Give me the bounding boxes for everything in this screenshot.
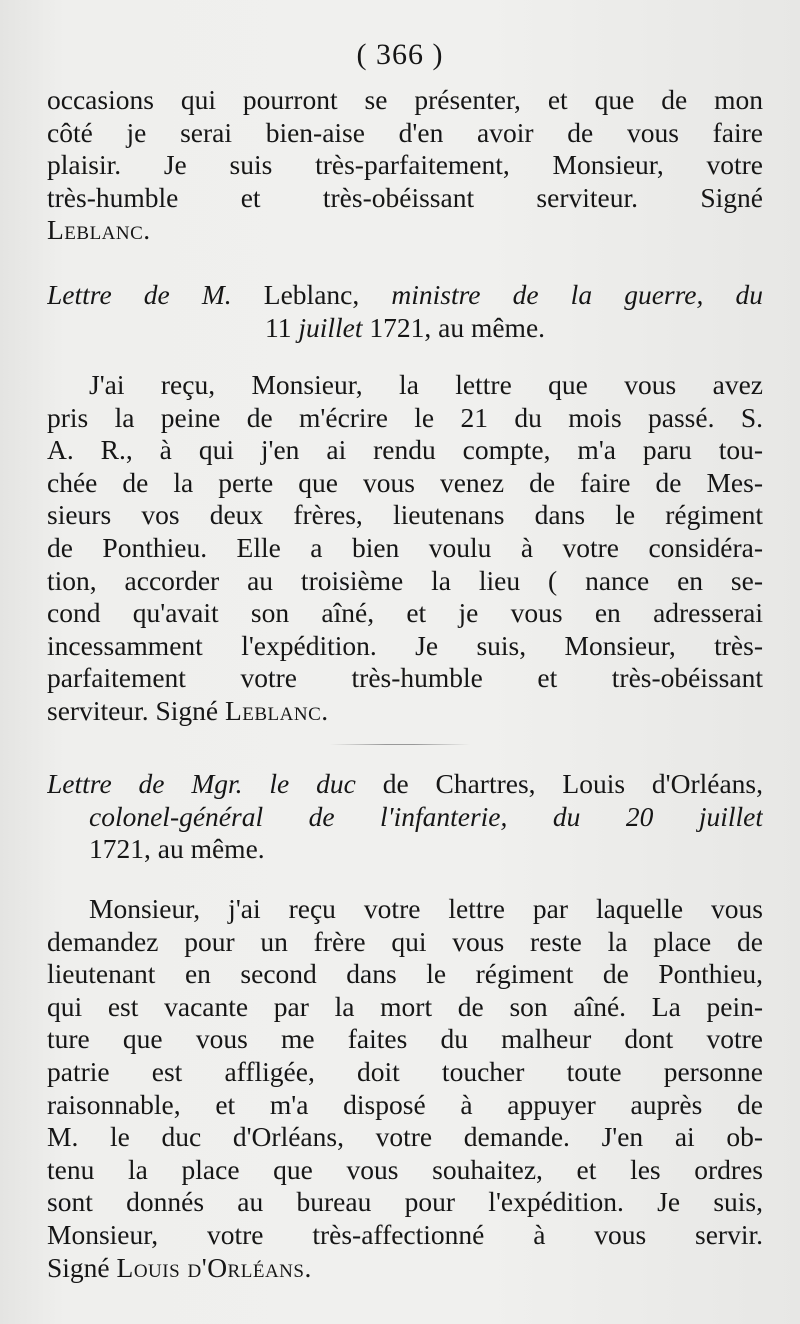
text-line: patrie est affligée, doit toucher toute personne (47, 1055, 763, 1087)
text-line: de Ponthieu. Elle a bien voulu à votre considéra- (47, 531, 763, 563)
letter-body-duc-de-chartres (47, 893, 763, 1284)
heading-prefix: Lettre de M. (47, 279, 232, 310)
heading-month: juillet (298, 311, 363, 343)
text-line: chée de la perte que vous venez de faire de Mes- (47, 466, 763, 498)
text-line: A. R., à qui j'en ai rendu compte, m'a paru tou- (47, 434, 763, 466)
text-line: J'ai reçu, Monsieur, la lettre que vous avez (89, 369, 763, 400)
section-divider (330, 744, 470, 745)
text-line: raisonnable, et m'a disposé à appuyer auprès de (47, 1088, 763, 1120)
closing-text: serviteur. Signé (47, 694, 219, 726)
signature-leblanc: Leblanc. (224, 694, 329, 726)
heading-title: ministre de la guerre, du (391, 279, 763, 310)
text-line: demandez pour un frère qui vous reste la place de (47, 925, 763, 957)
text-line: Monsieur, j'ai reçu votre lettre par laquelle vous (89, 893, 763, 924)
page-number: ( 366 ) (356, 38, 444, 71)
text-line: M. le duc d'Orléans, votre demande. J'en ai ob- (47, 1121, 763, 1153)
signature-leblanc: Leblanc. (47, 214, 151, 246)
text-line: lieutenant en second dans le régiment de Ponthieu, (47, 958, 763, 990)
heading-date: 1721, au même. (89, 833, 265, 865)
text-line: parfaitement votre très-humble et très-obéissant (47, 662, 763, 694)
text-line: côté je serai bien-aise d'en avoir de vous faire (47, 116, 763, 148)
heading-name: Leblanc, (263, 279, 360, 310)
heading-name: de Chartres, Louis d'Orléans, (382, 768, 763, 799)
text-line: occasions qui pourront se présenter, et que de mon (47, 84, 763, 115)
closing-text: Signé (47, 1251, 110, 1283)
paragraph-continuation (47, 84, 763, 247)
text-line: Monsieur, votre très-affectionné à vous servir. (47, 1218, 763, 1250)
text-line: tenu la place que vous souhaitez, et les ordres (47, 1153, 763, 1185)
letter-body-leblanc (47, 369, 763, 728)
letter-heading-leblanc (47, 279, 763, 344)
text-line: incessamment l'expédition. Je suis, Monsieur, très- (47, 629, 763, 661)
text-line: sont donnés au bureau pour l'expédition. Je suis, (47, 1186, 763, 1218)
heading-year: 1721, au même. (369, 311, 546, 343)
text-line: pris la peine de m'écrire le 21 du mois passé. S. (47, 401, 763, 433)
text-line: ture que vous me faites du malheur dont votre (47, 1023, 763, 1055)
heading-title: colonel-général de l'infanterie, du 20 juillet (89, 800, 763, 832)
text-line: très-humble et très-obéissant serviteur. Signé (47, 181, 763, 213)
heading-day: 11 (264, 311, 292, 343)
heading-prefix: Lettre de Mgr. le duc (47, 768, 356, 799)
letter-heading-duc-de-chartres (47, 768, 763, 866)
text-line: cond qu'avait son aîné, et je vous en adresserai (47, 597, 763, 629)
text-line: tion, accorder au troisième la lieu ( nance en se- (47, 564, 763, 596)
text-line: qui est vacante par la mort de son aîné. La pein- (47, 990, 763, 1022)
text-line: plaisir. Je suis très-parfaitement, Monsieur, votre (47, 149, 763, 181)
text-line: sieurs vos deux frères, lieutenans dans le régiment (47, 499, 763, 531)
signature-louis-d-orleans: Louis d'Orléans. (116, 1251, 312, 1283)
